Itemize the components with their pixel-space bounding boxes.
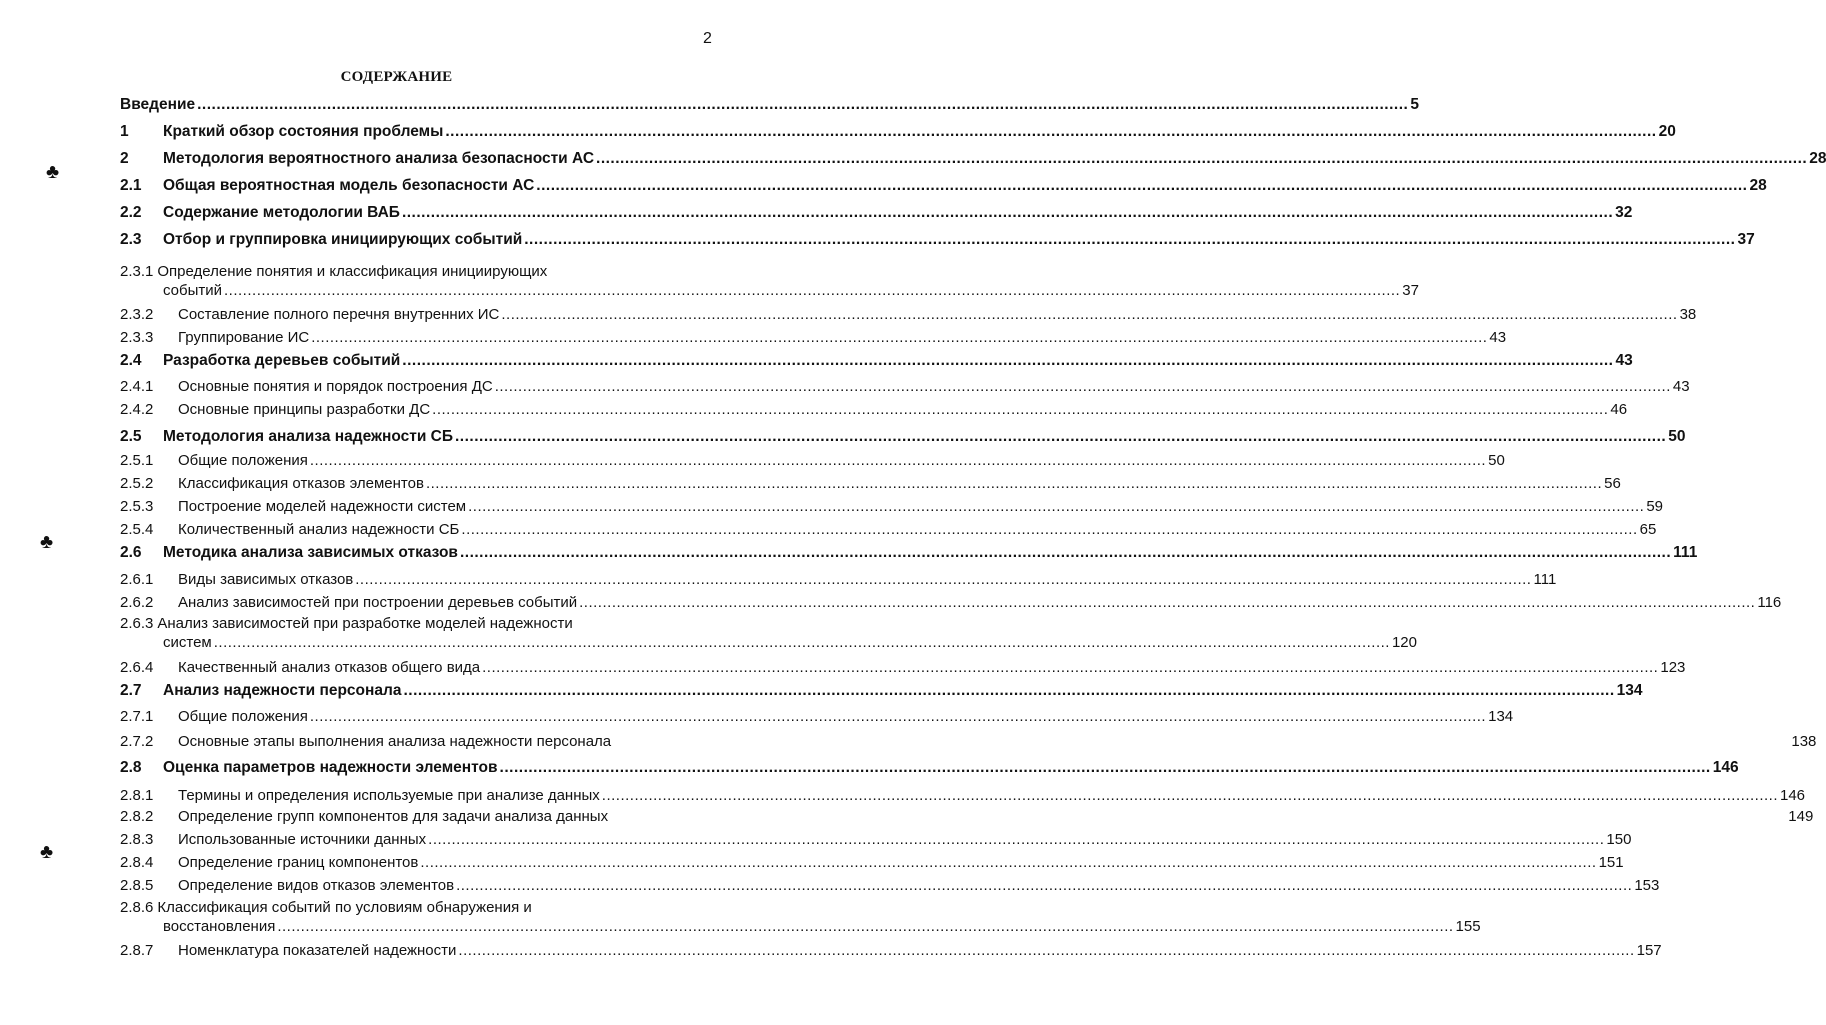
toc-entry[interactable] — [120, 176, 1767, 195]
toc-entry-number: 2.1 — [120, 177, 142, 194]
toc-entry-number: 2.6 — [120, 544, 142, 561]
toc-entry-page: 151 — [1598, 854, 1624, 871]
dot-leader — [224, 281, 1400, 300]
toc-entry-title-continued: восстановления — [163, 918, 276, 935]
dot-leader — [596, 149, 1807, 168]
toc-entry[interactable] — [120, 122, 1676, 141]
toc-entry-number: 2.6.3 — [120, 615, 154, 632]
toc-entry[interactable] — [120, 807, 1814, 826]
toc-entry-number: 2.7 — [120, 682, 142, 699]
toc-entry[interactable] — [120, 149, 1826, 168]
toc-entry-number: 2.7.1 — [120, 708, 154, 725]
toc-entry-page: 146 — [1712, 759, 1739, 776]
toc-entry-title-continued: событий — [163, 282, 223, 299]
toc-entry-number: 2.6.1 — [120, 571, 154, 588]
toc-entry[interactable] — [120, 400, 1628, 419]
dot-leader — [495, 377, 1671, 396]
toc-entry[interactable] — [120, 377, 1690, 396]
toc-entry-page: 146 — [1780, 787, 1806, 804]
toc-entry[interactable] — [120, 707, 1514, 726]
toc-entry-title: Определение видов отказов элементов — [178, 877, 455, 894]
toc-entry[interactable] — [120, 497, 1664, 516]
toc-entry[interactable] — [120, 427, 1686, 446]
toc-entry-page: 37 — [1737, 231, 1755, 248]
toc-entry-page: 116 — [1757, 594, 1782, 611]
toc-entry-title: Виды зависимых отказов — [178, 571, 354, 588]
toc-entry-page: 155 — [1455, 918, 1481, 935]
toc-entry[interactable] — [120, 898, 1481, 936]
toc-entry-number: 2.8.2 — [120, 808, 154, 825]
toc-entry-number: 2.8 — [120, 759, 142, 776]
toc-entry[interactable] — [120, 658, 1686, 677]
toc-entry-title: Общая вероятностная модель безопасности АС — [163, 177, 535, 194]
toc-entry[interactable] — [120, 786, 1806, 805]
toc-entry-page: 138 — [1791, 733, 1817, 750]
dot-leader — [461, 520, 1637, 539]
toc-entry-title: Анализ зависимостей при разработке моделей надежности — [157, 615, 573, 632]
dot-leader — [432, 400, 1608, 419]
toc-entry-number: 2.5.1 — [120, 452, 154, 469]
toc-entry-title: Краткий обзор состояния проблемы — [163, 123, 444, 140]
toc-entry[interactable] — [120, 830, 1632, 849]
dot-leader — [310, 707, 1486, 726]
dot-leader — [579, 593, 1755, 612]
toc-entry-page: 65 — [1639, 521, 1657, 538]
toc-entry-number: 2.8.7 — [120, 942, 154, 959]
scan-smudge-1: ♣ — [46, 161, 60, 183]
scan-smudge-3: ♣ — [40, 841, 54, 863]
dot-leader — [501, 305, 1677, 324]
dot-leader — [458, 941, 1634, 960]
toc-entry[interactable] — [120, 853, 1624, 872]
toc-entry-page: 38 — [1679, 306, 1697, 323]
toc-entry-page: 20 — [1658, 123, 1676, 140]
dot-leader — [460, 543, 1671, 562]
toc-entry-page: 123 — [1660, 659, 1686, 676]
toc-entry-title: Определение границ компонентов — [178, 854, 419, 871]
toc-entry-page: 32 — [1615, 204, 1633, 221]
toc-entry-title: Отбор и группировка инициирующих событий — [163, 231, 523, 248]
toc-entry-title: Определение групп компонентов для задачи анализа данных — [178, 808, 609, 825]
toc-entry[interactable] — [120, 474, 1621, 493]
dot-leader — [456, 876, 1632, 895]
toc-entry-number: 2.4 — [120, 352, 142, 369]
toc-entry-title: Группирование ИС — [178, 329, 310, 346]
toc-entry-title: Анализ зависимостей при построении деревьев событий — [178, 594, 578, 611]
dot-leader — [468, 497, 1644, 516]
dot-leader — [310, 451, 1486, 470]
toc-entry-number: 2.3 — [120, 231, 142, 248]
toc-entry-page: 43 — [1615, 352, 1633, 369]
toc-entry-title: Методика анализа зависимых отказов — [163, 544, 458, 561]
page-number: 2 — [703, 30, 712, 47]
toc-entry-title: Использованные источники данных — [178, 831, 427, 848]
toc-entry[interactable] — [120, 732, 1817, 751]
toc-entry-title: Методология анализа надежности СБ — [163, 428, 453, 445]
toc-entry-number: 2.3.2 — [120, 306, 154, 323]
scan-smudge-2: ♣ — [40, 531, 54, 553]
toc-entry-page: 157 — [1636, 942, 1662, 959]
toc-entry-page: 43 — [1489, 329, 1507, 346]
toc-entry-title: Классификация событий по условиям обнаружения и — [157, 899, 532, 916]
dot-leader — [524, 230, 1735, 249]
toc-entry-title: Разработка деревьев событий — [163, 352, 401, 369]
toc-entry[interactable] — [120, 262, 1419, 300]
toc-entry-number: 2.5.3 — [120, 498, 154, 515]
toc-entry[interactable] — [120, 451, 1505, 470]
toc-entry-number: 2.5.4 — [120, 521, 154, 538]
toc-entry-page: 149 — [1788, 808, 1814, 825]
toc-entry-title: Общие положения — [178, 708, 308, 725]
toc-entry-title: Номенклатура показателей надежности — [178, 942, 457, 959]
dot-leader — [197, 95, 1408, 114]
toc-entry[interactable] — [120, 758, 1739, 777]
dot-leader — [482, 658, 1658, 677]
toc-entry[interactable] — [120, 230, 1755, 249]
toc-entry[interactable] — [120, 543, 1698, 562]
toc-entry-number: 2.2 — [120, 204, 142, 221]
toc-entry[interactable] — [120, 570, 1557, 589]
toc-entry-page: 111 — [1533, 571, 1557, 588]
toc-entry-number: 2.3.3 — [120, 329, 154, 346]
dot-leader — [403, 681, 1614, 700]
dot-leader — [428, 830, 1604, 849]
toc-entry[interactable] — [120, 328, 1507, 347]
dot-leader — [214, 633, 1390, 652]
toc-entry[interactable] — [120, 876, 1660, 895]
dot-leader — [402, 351, 1613, 370]
toc-entry-page: 50 — [1488, 452, 1505, 469]
toc-entry[interactable] — [120, 614, 1417, 652]
toc-entry-page: 37 — [1402, 282, 1419, 299]
toc-entry-page: 50 — [1668, 428, 1686, 445]
dot-leader — [277, 917, 1453, 936]
dot-leader — [455, 427, 1666, 446]
toc-entry-number: 2.8.5 — [120, 877, 154, 894]
toc-entry-page: 153 — [1634, 877, 1660, 894]
toc-entry-page: 134 — [1488, 708, 1514, 725]
toc-entry-page: 150 — [1606, 831, 1632, 848]
toc-entry-title: Анализ надежности персонала — [163, 682, 402, 699]
toc-entry-page: 56 — [1604, 475, 1621, 492]
toc-entry-title: Основные этапы выполнения анализа надежности персонала — [178, 733, 612, 750]
dot-leader — [402, 203, 1613, 222]
toc-entry[interactable] — [120, 593, 1782, 612]
toc-entry-page: 134 — [1616, 682, 1643, 699]
toc-entry-number: 2.8.1 — [120, 787, 154, 804]
toc-entry-number: 2 — [120, 150, 129, 167]
dot-leader — [426, 474, 1602, 493]
dot-leader — [602, 786, 1778, 805]
toc-entry-number: 2.8.4 — [120, 854, 154, 871]
toc-entry-number: 2.6.2 — [120, 594, 154, 611]
toc-entry-title: Термины и определения используемые при анализе данных — [178, 787, 600, 804]
toc-entry-number: 1 — [120, 123, 129, 140]
toc-entry[interactable] — [120, 305, 1697, 324]
toc-entry-number: 2.6.4 — [120, 659, 154, 676]
toc-entry-number: 2.4.2 — [120, 401, 154, 418]
dot-leader — [536, 176, 1747, 195]
toc-entry-number: 2.4.1 — [120, 378, 154, 395]
toc-entry-page: 43 — [1672, 378, 1690, 395]
toc-entry-page: 28 — [1749, 177, 1767, 194]
toc-entry-title: Построение моделей надежности систем — [178, 498, 467, 515]
dot-leader — [500, 758, 1711, 777]
dot-leader — [311, 328, 1487, 347]
toc-entry-page: 111 — [1673, 544, 1698, 561]
toc-entry[interactable] — [120, 681, 1643, 700]
toc-entry[interactable] — [120, 941, 1662, 960]
toc-entry-page: 120 — [1391, 634, 1417, 651]
toc-entry-page: 59 — [1646, 498, 1664, 515]
dot-leader — [355, 570, 1531, 589]
toc-entry-title: Основные принципы разработки ДС — [178, 401, 431, 418]
toc-entry[interactable] — [120, 95, 1419, 114]
toc-entry-title: Основные понятия и порядок построения ДС — [178, 378, 493, 395]
toc-entry-title: Содержание методологии ВАБ — [163, 204, 400, 221]
toc-entry-number: 2.3.1 — [120, 263, 154, 280]
dot-leader — [420, 853, 1596, 872]
toc-entry-title: Количественный анализ надежности СБ — [178, 521, 460, 538]
toc-entry-number: 2.5 — [120, 428, 142, 445]
toc-entry-title: Введение — [120, 96, 196, 113]
toc-entry-title: Общие положения — [178, 452, 308, 469]
toc-entry-title: Качественный анализ отказов общего вида — [178, 659, 481, 676]
toc-entry-title: Определение понятия и классификация инициирующих — [157, 263, 548, 280]
toc-entry-page: 28 — [1809, 150, 1826, 167]
toc-entry-number: 2.5.2 — [120, 475, 154, 492]
toc-entry-number: 2.8.3 — [120, 831, 154, 848]
toc-entry[interactable] — [120, 203, 1633, 222]
toc-entry-title: Методология вероятностного анализа безопасности АС — [163, 150, 595, 167]
dot-leader — [445, 122, 1656, 141]
toc-entry-title: Составление полного перечня внутренних ИС — [178, 306, 500, 323]
toc-entry-page: 46 — [1610, 401, 1628, 418]
toc-heading: СОДЕРЖАНИЕ — [340, 69, 453, 85]
toc-entry[interactable] — [120, 520, 1657, 539]
toc-entry[interactable] — [120, 351, 1633, 370]
toc-entry-page: 5 — [1410, 96, 1419, 113]
toc-entry-title: Оценка параметров надежности элементов — [163, 759, 498, 776]
toc-entry-number: 2.7.2 — [120, 733, 154, 750]
toc-entry-title: Классификация отказов элементов — [178, 475, 424, 492]
toc-entry-title-continued: систем — [163, 634, 212, 651]
toc-entry-number: 2.8.6 — [120, 899, 154, 916]
